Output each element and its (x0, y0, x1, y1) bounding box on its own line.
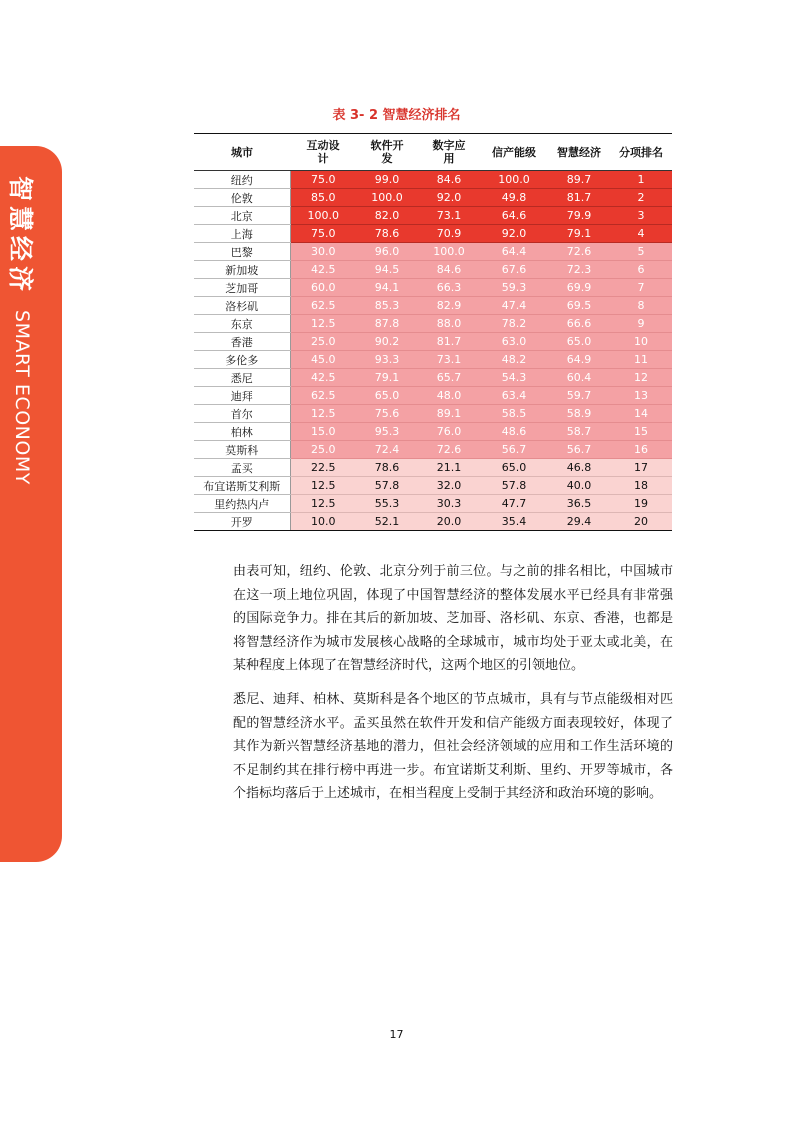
value-cell: 58.9 (548, 405, 610, 423)
value-cell: 100.0 (418, 243, 480, 261)
value-cell: 32.0 (418, 477, 480, 495)
value-cell: 1 (610, 171, 672, 189)
value-cell: 96.0 (356, 243, 418, 261)
side-title-cn: 智慧经济 (6, 176, 35, 297)
value-cell: 75.0 (290, 171, 356, 189)
value-cell: 72.4 (356, 441, 418, 459)
value-cell: 62.5 (290, 297, 356, 315)
value-cell: 78.2 (480, 315, 548, 333)
table-row (194, 423, 672, 441)
value-cell: 78.6 (356, 459, 418, 477)
table-row (194, 513, 672, 531)
value-cell: 73.1 (418, 351, 480, 369)
table-row (194, 459, 672, 477)
value-cell: 81.7 (548, 189, 610, 207)
value-cell: 55.3 (356, 495, 418, 513)
value-cell: 49.8 (480, 189, 548, 207)
value-cell: 87.8 (356, 315, 418, 333)
city-cell: 首尔 (194, 405, 290, 423)
value-cell: 66.6 (548, 315, 610, 333)
table-row (194, 441, 672, 459)
value-cell: 94.1 (356, 279, 418, 297)
value-cell: 47.7 (480, 495, 548, 513)
value-cell: 79.1 (356, 369, 418, 387)
value-cell: 78.6 (356, 225, 418, 243)
value-cell: 72.3 (548, 261, 610, 279)
value-cell: 13 (610, 387, 672, 405)
value-cell: 58.7 (548, 423, 610, 441)
city-cell: 北京 (194, 207, 290, 225)
value-cell: 60.4 (548, 369, 610, 387)
value-cell: 72.6 (548, 243, 610, 261)
table-row (194, 261, 672, 279)
value-cell: 15 (610, 423, 672, 441)
value-cell: 94.5 (356, 261, 418, 279)
table-row (194, 225, 672, 243)
value-cell: 40.0 (548, 477, 610, 495)
city-cell: 迪拜 (194, 387, 290, 405)
city-cell: 伦敦 (194, 189, 290, 207)
value-cell: 56.7 (548, 441, 610, 459)
value-cell: 48.0 (418, 387, 480, 405)
header-software-dev: 软件开发 (356, 134, 418, 171)
paragraph-2: 悉尼、迪拜、柏林、莫斯科是各个地区的节点城市，具有与节点能级相对匹配的智慧经济水平。孟买虽然在软件开发和信产能级方面表现较好，体现了其作为新兴智慧经济基地的潜力，但社会经济领域的应用和工作生活环境的不足制约其在排行榜中再进一步。布宜诺斯艾利斯、里约、开罗等城市，各个指标均落后于上述城市，在相当程度上受制于其经济和政治环境的影响。 (233, 692, 673, 802)
value-cell: 65.0 (356, 387, 418, 405)
value-cell: 60.0 (290, 279, 356, 297)
value-cell: 64.6 (480, 207, 548, 225)
table-row (194, 351, 672, 369)
value-cell: 7 (610, 279, 672, 297)
value-cell: 82.0 (356, 207, 418, 225)
value-cell: 75.0 (290, 225, 356, 243)
city-cell: 多伦多 (194, 351, 290, 369)
value-cell: 21.1 (418, 459, 480, 477)
page-number: 17 (389, 1028, 404, 1041)
table-row (194, 405, 672, 423)
value-cell: 29.4 (548, 513, 610, 531)
table-row (194, 279, 672, 297)
value-cell: 65.7 (418, 369, 480, 387)
value-cell: 57.8 (356, 477, 418, 495)
value-cell: 20.0 (418, 513, 480, 531)
value-cell: 65.0 (548, 333, 610, 351)
value-cell: 52.1 (356, 513, 418, 531)
value-cell: 19 (610, 495, 672, 513)
value-cell: 9 (610, 315, 672, 333)
value-cell: 81.7 (418, 333, 480, 351)
value-cell: 30.0 (290, 243, 356, 261)
city-cell: 开罗 (194, 513, 290, 531)
value-cell: 75.6 (356, 405, 418, 423)
value-cell: 22.5 (290, 459, 356, 477)
value-cell: 57.8 (480, 477, 548, 495)
value-cell: 54.3 (480, 369, 548, 387)
value-cell: 5 (610, 243, 672, 261)
value-cell: 16 (610, 441, 672, 459)
header-interaction-design: 互动设计 (290, 134, 356, 171)
value-cell: 69.9 (548, 279, 610, 297)
value-cell: 36.5 (548, 495, 610, 513)
value-cell: 84.6 (418, 261, 480, 279)
city-cell: 孟买 (194, 459, 290, 477)
value-cell: 14 (610, 405, 672, 423)
value-cell: 59.7 (548, 387, 610, 405)
header-rank: 分项排名 (610, 134, 672, 171)
table-row (194, 387, 672, 405)
city-cell: 里约热内卢 (194, 495, 290, 513)
value-cell: 6 (610, 261, 672, 279)
value-cell: 64.9 (548, 351, 610, 369)
table-row (194, 243, 672, 261)
value-cell: 93.3 (356, 351, 418, 369)
value-cell: 12 (610, 369, 672, 387)
city-cell: 纽约 (194, 171, 290, 189)
table-row (194, 495, 672, 513)
value-cell: 84.6 (418, 171, 480, 189)
city-cell: 巴黎 (194, 243, 290, 261)
city-cell: 上海 (194, 225, 290, 243)
value-cell: 10 (610, 333, 672, 351)
table-row (194, 477, 672, 495)
table-row (194, 315, 672, 333)
value-cell: 12.5 (290, 315, 356, 333)
value-cell: 79.1 (548, 225, 610, 243)
value-cell: 89.1 (418, 405, 480, 423)
header-city: 城市 (194, 134, 290, 171)
value-cell: 62.5 (290, 387, 356, 405)
value-cell: 67.6 (480, 261, 548, 279)
city-cell: 新加坡 (194, 261, 290, 279)
value-cell: 59.3 (480, 279, 548, 297)
table-row (194, 171, 672, 189)
value-cell: 69.5 (548, 297, 610, 315)
value-cell: 56.7 (480, 441, 548, 459)
value-cell: 99.0 (356, 171, 418, 189)
value-cell: 42.5 (290, 369, 356, 387)
table-title: 表 3- 2 智慧经济排名 (332, 108, 461, 123)
value-cell: 100.0 (356, 189, 418, 207)
value-cell: 70.9 (418, 225, 480, 243)
city-cell: 悉尼 (194, 369, 290, 387)
value-cell: 95.3 (356, 423, 418, 441)
value-cell: 58.5 (480, 405, 548, 423)
value-cell: 89.7 (548, 171, 610, 189)
value-cell: 46.8 (548, 459, 610, 477)
value-cell: 92.0 (418, 189, 480, 207)
city-cell: 莫斯科 (194, 441, 290, 459)
value-cell: 63.0 (480, 333, 548, 351)
value-cell: 8 (610, 297, 672, 315)
table-row (194, 333, 672, 351)
paragraph-1: 由表可知，纽约、伦敦、北京分列于前三位。与之前的排名相比，中国城市在这一项上地位巩固，体现了中国智慧经济的整体发展水平已经具有非常强的国际竞争力。排在其后的新加坡、芝加哥、洛杉矶、东京、香港，也都是将智慧经济作为城市发展核心战略的全球城市，城市均处于亚太或北美，在某种程度上体现了在智慧经济时代，这两个地区的引领地位。 (233, 564, 673, 674)
value-cell: 100.0 (480, 171, 548, 189)
value-cell: 35.4 (480, 513, 548, 531)
value-cell: 82.9 (418, 297, 480, 315)
value-cell: 15.0 (290, 423, 356, 441)
value-cell: 48.6 (480, 423, 548, 441)
value-cell: 12.5 (290, 477, 356, 495)
table-row (194, 297, 672, 315)
value-cell: 85.3 (356, 297, 418, 315)
value-cell: 90.2 (356, 333, 418, 351)
table-row (194, 369, 672, 387)
value-cell: 25.0 (290, 441, 356, 459)
value-cell: 2 (610, 189, 672, 207)
city-cell: 洛杉矶 (194, 297, 290, 315)
city-cell: 芝加哥 (194, 279, 290, 297)
value-cell: 85.0 (290, 189, 356, 207)
value-cell: 45.0 (290, 351, 356, 369)
value-cell: 63.4 (480, 387, 548, 405)
value-cell: 42.5 (290, 261, 356, 279)
table-header-row (194, 134, 672, 171)
value-cell: 20 (610, 513, 672, 531)
value-cell: 72.6 (418, 441, 480, 459)
side-title-en: SMART ECONOMY (11, 310, 33, 485)
value-cell: 65.0 (480, 459, 548, 477)
table-row (194, 189, 672, 207)
value-cell: 64.4 (480, 243, 548, 261)
city-cell: 柏林 (194, 423, 290, 441)
header-it-level: 信产能级 (480, 134, 548, 171)
city-cell: 香港 (194, 333, 290, 351)
value-cell: 88.0 (418, 315, 480, 333)
value-cell: 3 (610, 207, 672, 225)
city-cell: 东京 (194, 315, 290, 333)
value-cell: 10.0 (290, 513, 356, 531)
value-cell: 73.1 (418, 207, 480, 225)
city-cell: 布宜诺斯艾利斯 (194, 477, 290, 495)
value-cell: 100.0 (290, 207, 356, 225)
value-cell: 79.9 (548, 207, 610, 225)
ranking-table (194, 133, 672, 531)
table-row (194, 207, 672, 225)
value-cell: 4 (610, 225, 672, 243)
value-cell: 11 (610, 351, 672, 369)
value-cell: 66.3 (418, 279, 480, 297)
value-cell: 17 (610, 459, 672, 477)
value-cell: 48.2 (480, 351, 548, 369)
value-cell: 76.0 (418, 423, 480, 441)
value-cell: 30.3 (418, 495, 480, 513)
side-title (4, 176, 40, 485)
value-cell: 92.0 (480, 225, 548, 243)
header-smart-economy: 智慧经济 (548, 134, 610, 171)
value-cell: 12.5 (290, 495, 356, 513)
value-cell: 18 (610, 477, 672, 495)
header-digital-app: 数字应用 (418, 134, 480, 171)
value-cell: 25.0 (290, 333, 356, 351)
value-cell: 47.4 (480, 297, 548, 315)
value-cell: 12.5 (290, 405, 356, 423)
